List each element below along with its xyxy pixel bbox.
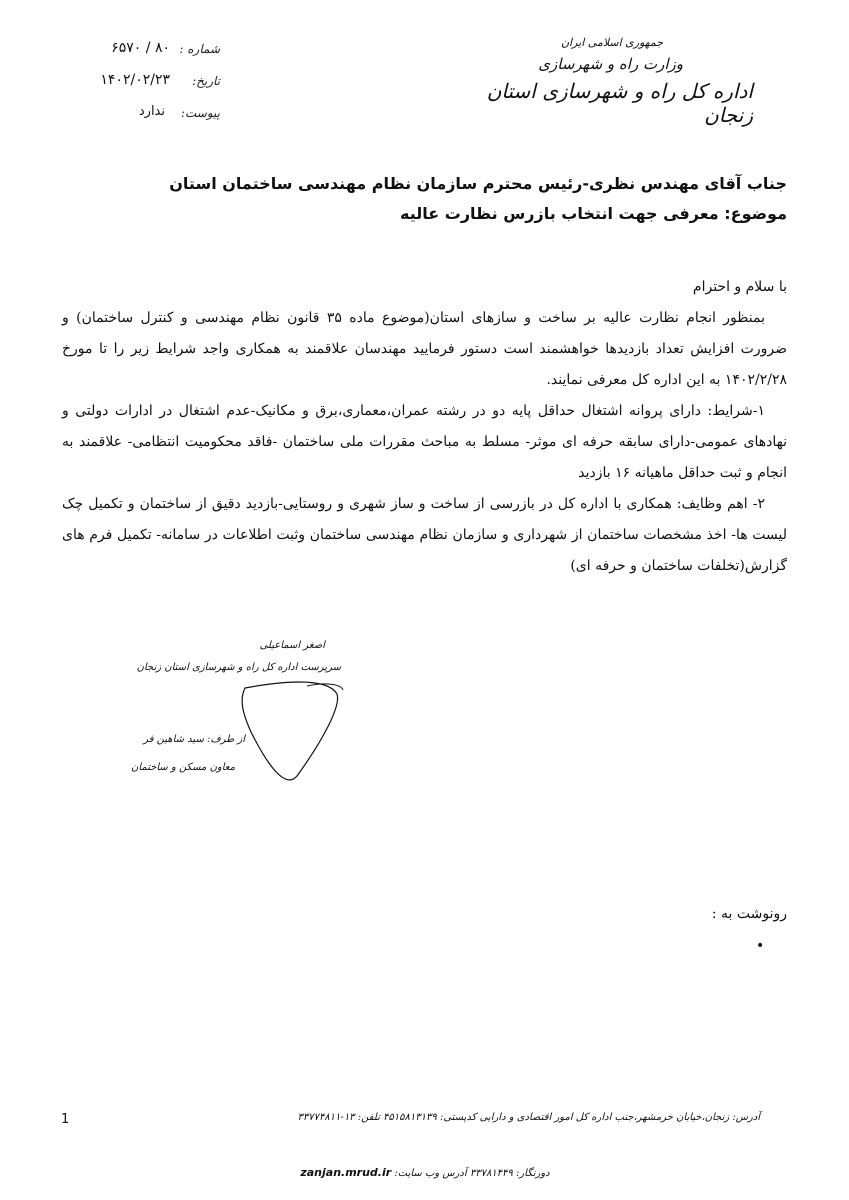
date-value: ۱۴۰۲/۰۲/۲۳	[100, 72, 170, 88]
handwritten-signature-icon	[237, 680, 347, 790]
deputy-title: معاون مسکن و ساختمان	[131, 762, 235, 773]
attachment-value: ندارد	[138, 104, 165, 119]
organization-header	[453, 36, 753, 127]
letter-body	[62, 272, 787, 582]
number-label: شماره :	[179, 42, 220, 56]
date-row	[40, 70, 220, 102]
paragraph-duties: ۲- اهم وظایف: همکاری با اداره کل در بازرسی از ساخت و ساز شهری و روستایی-بازدید دقیق از ساختمان و تکمیل چک لیست ها- اخذ مشخصات ساختمان از شهرداری و سازمان نظام مهندسی ساختمان وثبت اطلاعات در سامانه- تکمیل فرم های گزارش(تخلفات ساختمان و حرفه ای)	[62, 496, 787, 574]
number-value: ۸۰ / ۶۵۷۰	[111, 40, 170, 56]
addressee: جناب آقای مهندس نظری-رئیس محترم سازمان نظام مهندسی ساختمان استان	[169, 174, 787, 193]
org-ministry: وزارت راه و شهرسازی	[538, 55, 683, 73]
cc-label: رونوشت به :	[711, 906, 787, 922]
attachment-row	[40, 102, 220, 134]
attachment-label: پیوست:	[180, 106, 220, 120]
footer-address: آدرس: زنجان،خیابان خرمشهر،جنب اداره کل امور اقتصادی و دارایی کدپستی: ۴۵۱۵۸۱۳۱۳۹ تلفن: ۱۳-۳۳۷۷۴۸۱۱	[297, 1112, 760, 1123]
website-link[interactable]: zanjan.mrud.ir	[300, 1166, 392, 1179]
footer-contact	[180, 1166, 670, 1179]
cc-bullet: •	[756, 938, 765, 954]
paragraph-intro: بمنظور انجام نظارت عالیه بر ساخت و سازهای استان(موضوع ماده ۳۵ قانون نظام مهندسی و کنترل ساختمان) و ضرورت افزایش تعداد بازدیدها خواهشمند است دستور فرمایید مهندسان علاقمند به همکاری واجد شرایط زیر را تا مورخ ۱۴۰۲/۲/۲۸ به این اداره کل معرفی نمایند.	[62, 310, 787, 388]
greeting: با سلام و احترام	[692, 279, 787, 295]
signature-block	[131, 638, 385, 788]
org-directorate: اداره کل راه و شهرسازی استان زنجان	[486, 79, 753, 127]
paragraph-conditions: ۱-شرایط: دارای پروانه اشتغال حداقل پایه دو در رشته عمران،معماری،برق و مکانیک-عدم اشتغال در ادارات دولتی و نهادهای عمومی-دارای سابقه حرفه ای موثر- مسلط به مباحث مقررات ملی ساختمان -فاقد محکومیت انتظامی- علاقمند به انجام و ثبت حداقل ماهیانه ۱۶ بازدید	[62, 403, 787, 481]
signatory-title: سرپرست اداره کل راه و شهرسازی استان زنجان	[136, 662, 341, 673]
number-row	[40, 38, 220, 70]
letter-meta	[40, 38, 220, 134]
date-label: تاریخ:	[192, 74, 220, 88]
page-number: 1	[61, 1112, 70, 1127]
on-behalf-of: از طرف: سید شاهین فر	[143, 734, 245, 745]
org-country: جمهوری اسلامی ایران	[560, 36, 663, 49]
footer-fax: دورنگار: ۳۳۷۸۱۴۴۹ آدرس وب سایت:	[394, 1168, 550, 1179]
signatory-name: اصغر اسماعیلی	[259, 640, 325, 651]
subject: موضوع: معرفی جهت انتخاب بازرس نظارت عالیه	[400, 204, 787, 223]
